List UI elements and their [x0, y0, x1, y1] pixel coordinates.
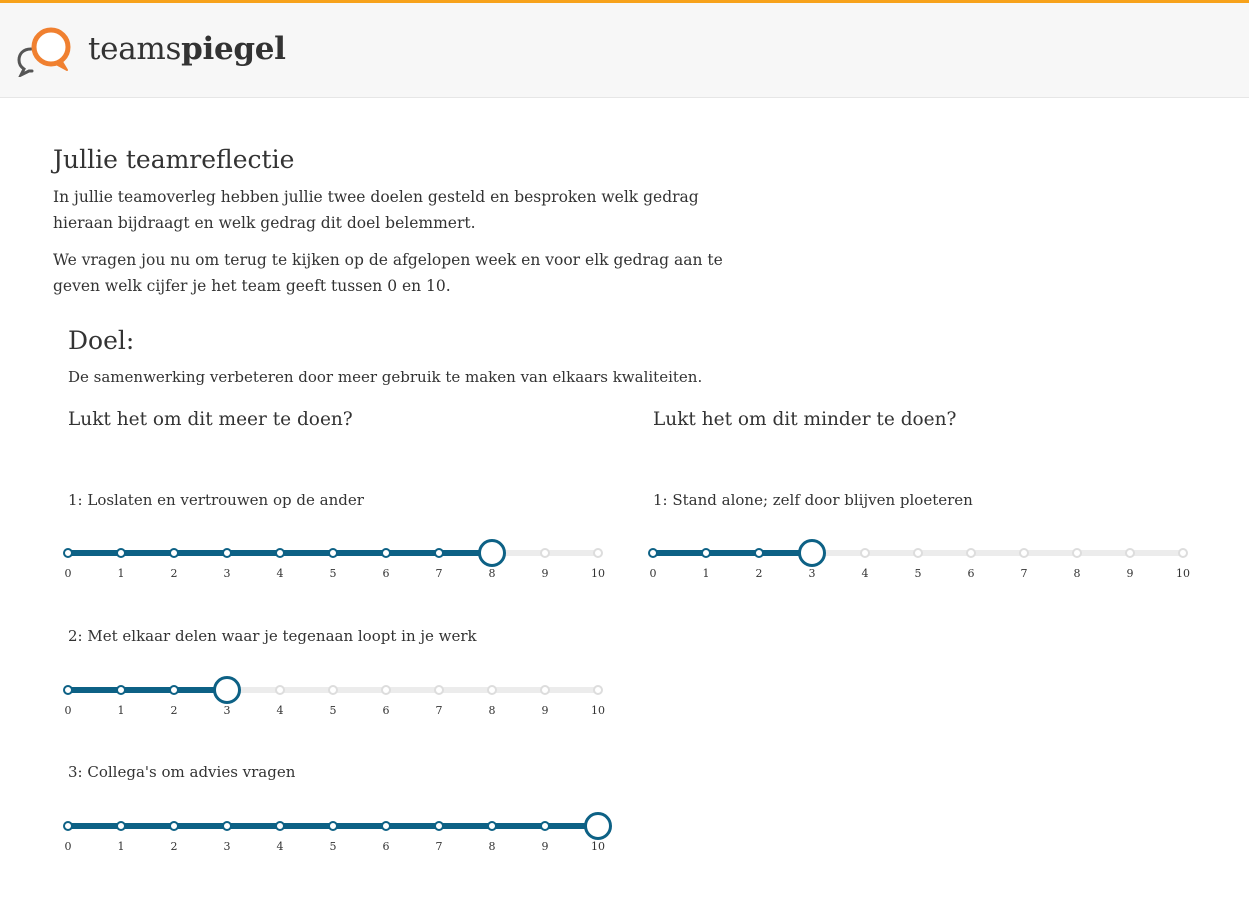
scale-tick-label: 2 — [170, 840, 178, 853]
slider-step-dot — [223, 549, 231, 557]
scale-tick-label: 9 — [541, 567, 549, 580]
slider-step-dot — [541, 822, 549, 830]
slider-step-dot — [914, 549, 922, 557]
scale-tick-label: 9 — [541, 840, 549, 853]
slider-step-dot — [488, 822, 496, 830]
scale-tick-label: 4 — [276, 840, 284, 853]
slider-step-dot — [755, 549, 763, 557]
more-item-3-slider[interactable] — [64, 807, 628, 853]
intro-paragraph-2: We vragen jou nu om terug te kijken op de afgelopen week en voor elk gedrag aan te geven welk cijfer je het team geeft tussen 0 en 10. — [53, 251, 723, 295]
scale-tick-label: 1 — [702, 567, 710, 580]
slider-step-dot — [1020, 549, 1028, 557]
scale-tick-label: 7 — [435, 704, 443, 717]
scale-tick-label: 5 — [914, 567, 922, 580]
slider-step-dot — [117, 549, 125, 557]
more-item-1-slider[interactable] — [64, 534, 628, 580]
slider-step-dot — [1179, 549, 1187, 557]
slider-step-dot — [435, 822, 443, 830]
slider-step-dot — [117, 822, 125, 830]
slider-step-dot — [435, 686, 443, 694]
scale-tick-label: 1 — [117, 840, 125, 853]
scale-tick-label: 8 — [488, 840, 496, 853]
scale-tick-label: 3 — [223, 567, 231, 580]
scale-tick-label: 9 — [541, 704, 549, 717]
slider-step-dot — [594, 549, 602, 557]
less-item-1-slider[interactable] — [649, 534, 1213, 580]
goal-heading: Doel: — [68, 326, 135, 355]
top-bar — [0, 0, 1249, 98]
scale-tick-label: 2 — [170, 567, 178, 580]
scale-tick-label: 8 — [488, 704, 496, 717]
slider-step-dot — [170, 549, 178, 557]
scale-tick-label: 9 — [1126, 567, 1134, 580]
slider-step-dot — [382, 822, 390, 830]
scale-tick-label: 0 — [649, 567, 657, 580]
slider-step-dot — [1126, 549, 1134, 557]
brand-name[interactable]: teamspiegel — [88, 31, 286, 67]
slider-step-dot — [170, 822, 178, 830]
scale-tick-label: 5 — [329, 704, 337, 717]
scale-tick-label: 2 — [170, 704, 178, 717]
slider-step-dot — [382, 686, 390, 694]
scale-tick-label: 7 — [1020, 567, 1028, 580]
more-column-heading: Lukt het om dit meer te doen? — [68, 409, 353, 430]
scale-tick-label: 10 — [591, 567, 605, 580]
scale-tick-label: 3 — [223, 704, 231, 717]
scale-tick-label: 10 — [591, 840, 605, 853]
scale-tick-label: 3 — [223, 840, 231, 853]
slider-step-dot — [64, 549, 72, 557]
less-column-heading: Lukt het om dit minder te doen? — [653, 409, 957, 430]
slider-step-dot — [594, 686, 602, 694]
more-item-2-slider[interactable] — [64, 671, 628, 717]
scale-tick-label: 5 — [329, 567, 337, 580]
slider-step-dot — [223, 822, 231, 830]
slider-step-dot — [276, 686, 284, 694]
scale-tick-label: 7 — [435, 840, 443, 853]
scale-tick-label: 0 — [64, 567, 72, 580]
scale-tick-label: 4 — [276, 704, 284, 717]
slider-step-dot — [541, 686, 549, 694]
slider-handle[interactable] — [586, 814, 611, 839]
scale-tick-label: 5 — [329, 840, 337, 853]
slider-step-dot — [64, 822, 72, 830]
goal-text: De samenwerking verbeteren door meer gebruik te maken van elkaars kwaliteiten. — [68, 368, 703, 386]
slider-step-dot — [170, 686, 178, 694]
slider-step-dot — [702, 549, 710, 557]
slider-step-dot — [488, 686, 496, 694]
scale-tick-label: 4 — [861, 567, 869, 580]
slider-step-dot — [1073, 549, 1081, 557]
scale-tick-label: 10 — [1176, 567, 1190, 580]
scale-tick-label: 7 — [435, 567, 443, 580]
slider-handle[interactable] — [800, 541, 825, 566]
scale-tick-label: 3 — [808, 567, 816, 580]
slider-step-dot — [649, 549, 657, 557]
scale-tick-label: 10 — [591, 704, 605, 717]
more-item-2-label: 2: Met elkaar delen waar je tegenaan loopt in je werk — [68, 627, 477, 645]
scale-tick-label: 2 — [755, 567, 763, 580]
scale-tick-label: 8 — [1073, 567, 1081, 580]
scale-tick-label: 6 — [382, 567, 390, 580]
more-item-1-label: 1: Loslaten en vertrouwen op de ander — [68, 491, 364, 509]
more-item-3-label: 3: Collega's om advies vragen — [68, 763, 296, 781]
slider-step-dot — [276, 822, 284, 830]
slider-step-dot — [329, 549, 337, 557]
slider-step-dot — [861, 549, 869, 557]
speech-bubbles-icon — [17, 25, 73, 77]
slider-step-dot — [329, 822, 337, 830]
slider-step-dot — [435, 549, 443, 557]
slider-step-dot — [329, 686, 337, 694]
less-item-1-label: 1: Stand alone; zelf door blijven ploeteren — [653, 491, 973, 509]
slider-handle[interactable] — [215, 678, 240, 703]
slider-step-dot — [276, 549, 284, 557]
scale-tick-label: 8 — [488, 567, 496, 580]
intro-paragraph-1: In jullie teamoverleg hebben jullie twee doelen gesteld en besproken welk gedrag hieraan bijdraagt en welk gedrag dit doel belemmert. — [53, 188, 699, 232]
slider-step-dot — [967, 549, 975, 557]
scale-tick-label: 1 — [117, 704, 125, 717]
slider-step-dot — [64, 686, 72, 694]
scale-tick-label: 4 — [276, 567, 284, 580]
page-title: Jullie teamreflectie — [53, 145, 295, 174]
scale-tick-label: 6 — [382, 840, 390, 853]
slider-step-dot — [541, 549, 549, 557]
scale-tick-label: 0 — [64, 840, 72, 853]
slider-step-dot — [117, 686, 125, 694]
scale-tick-label: 6 — [967, 567, 975, 580]
scale-tick-label: 1 — [117, 567, 125, 580]
scale-tick-label: 0 — [64, 704, 72, 717]
slider-handle[interactable] — [480, 541, 505, 566]
slider-step-dot — [382, 549, 390, 557]
scale-tick-label: 6 — [382, 704, 390, 717]
